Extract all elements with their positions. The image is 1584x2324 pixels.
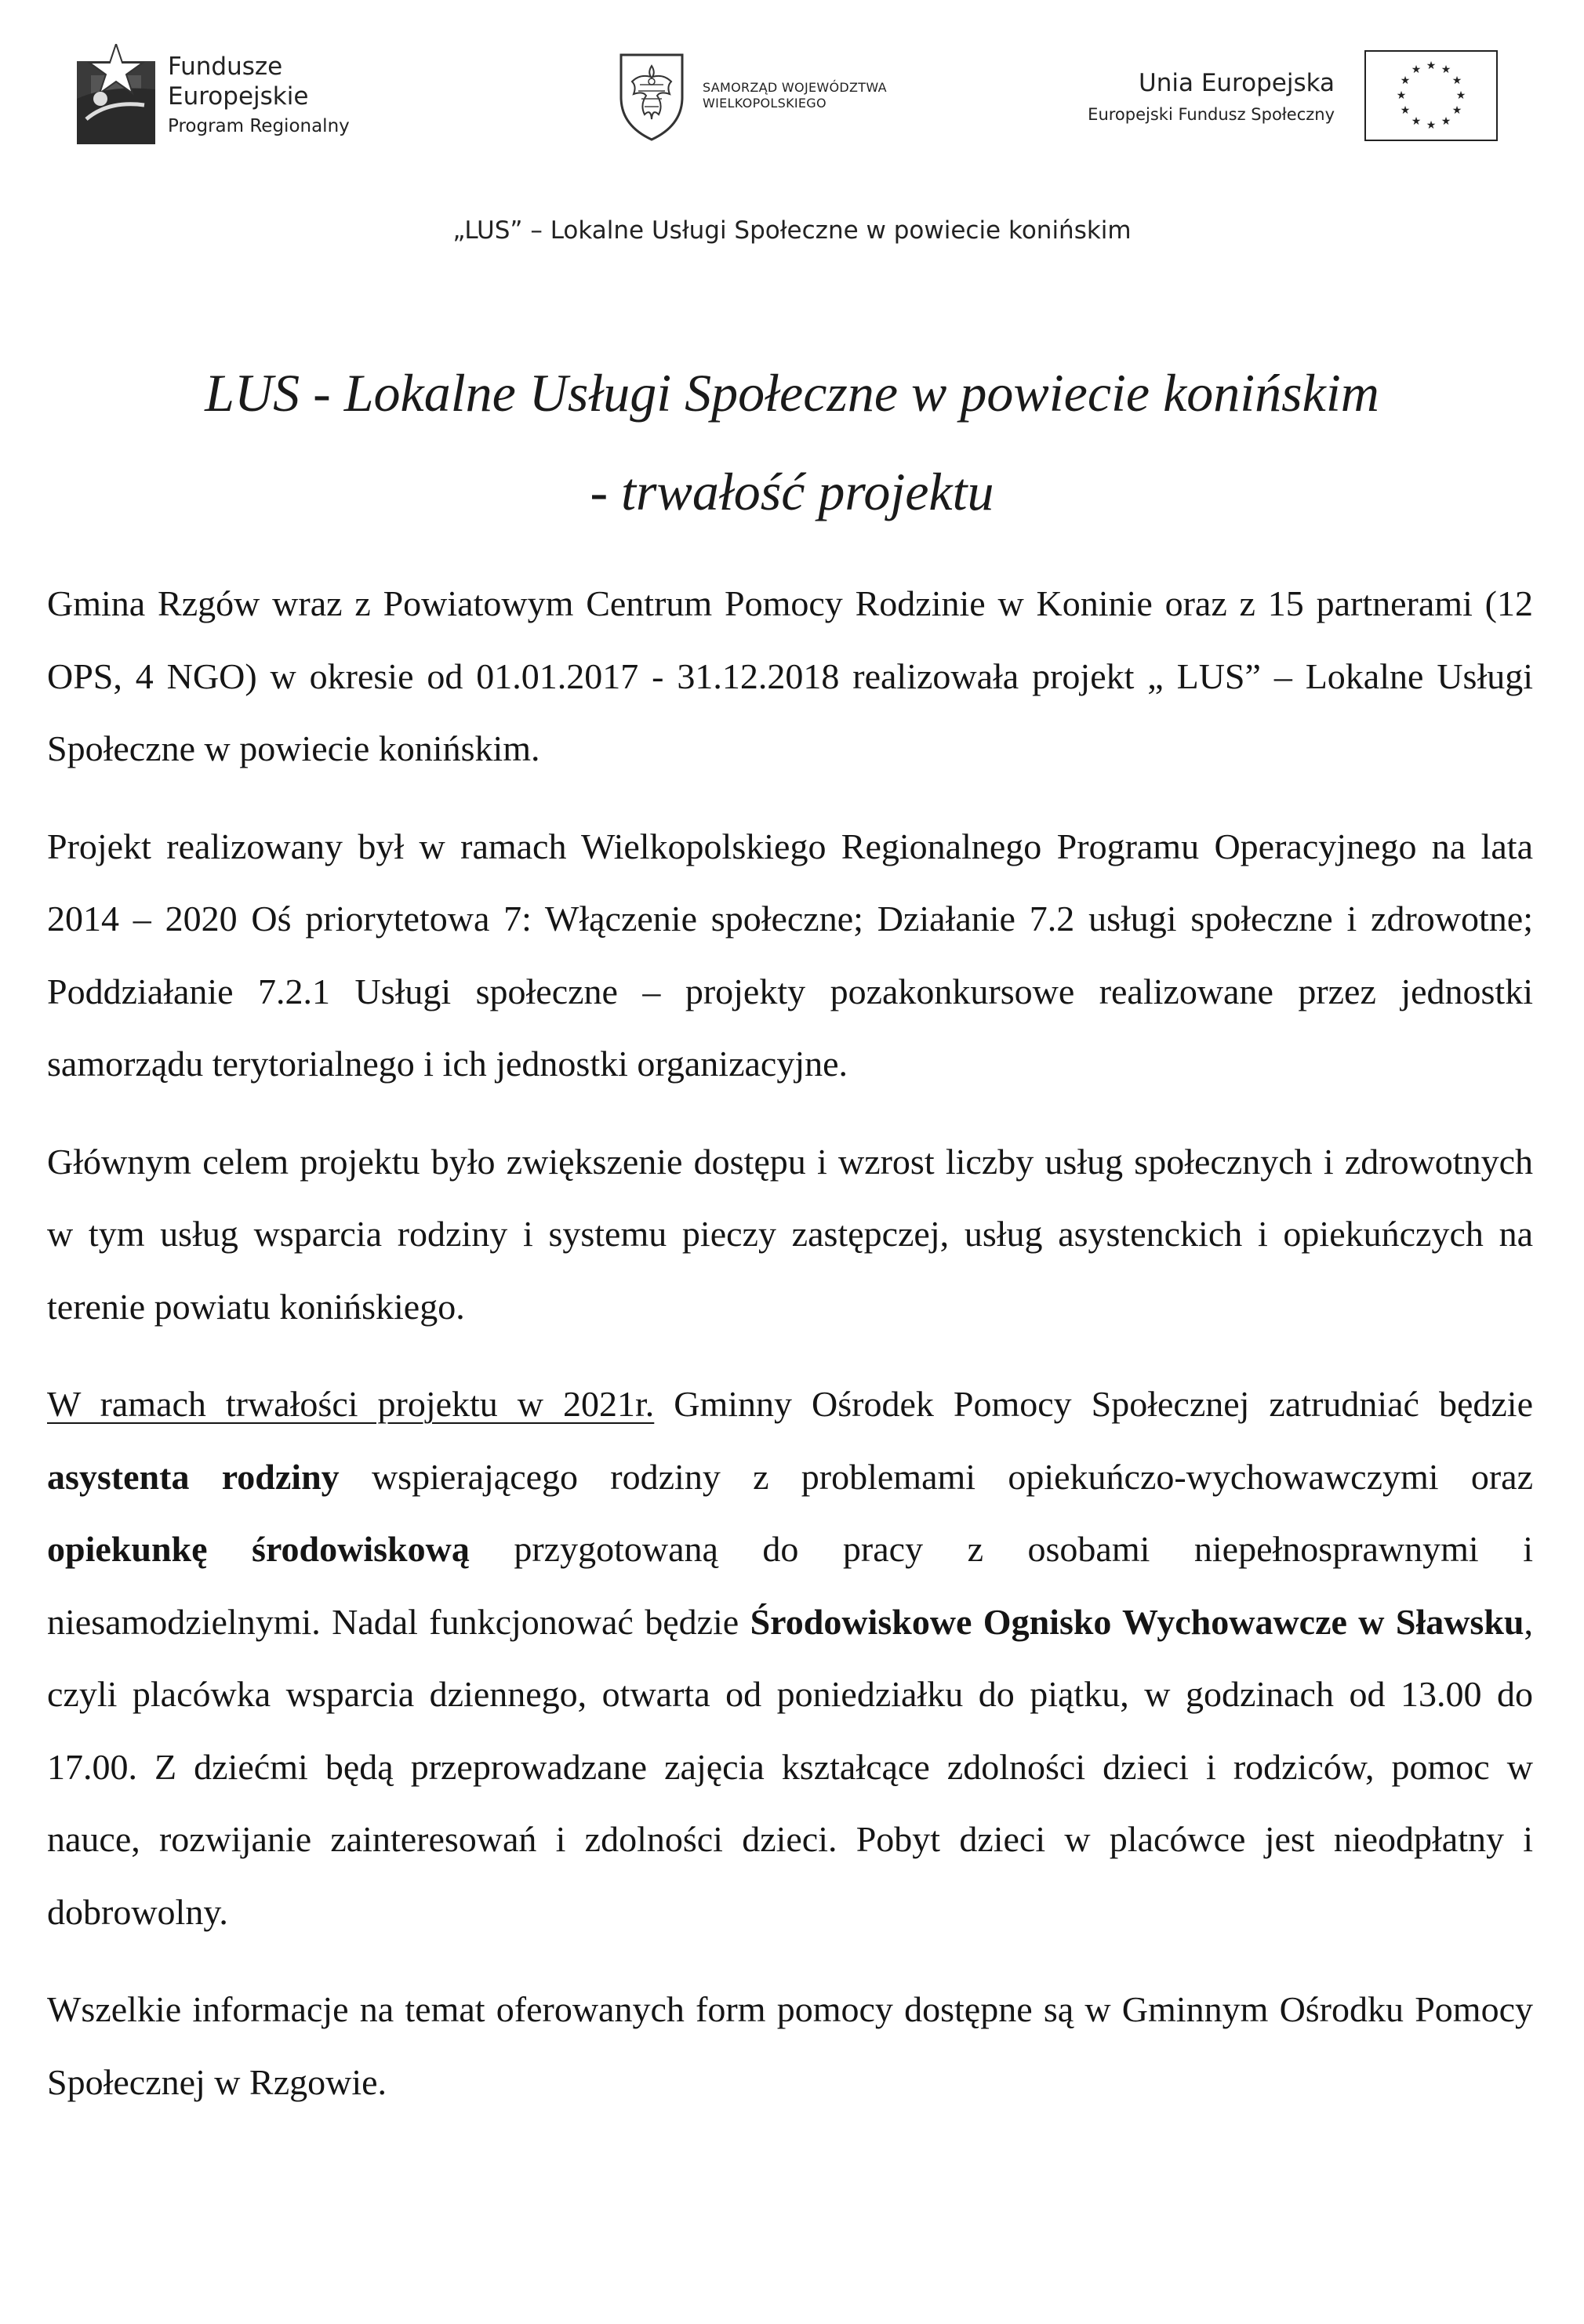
paragraph-5: Wszelkie informacje na temat oferowanych form pomocy dostępne są w Gminnym Ośrodku Pomocy Społecznej w Rzgowie.: [47, 1989, 1533, 2102]
paragraph-2: Projekt realizowany był w ramach Wielkopolskiego Regionalnego Programu Operacyjnego na lata 2014 – 2020 Oś priorytetowa 7: Włączenie społeczne; Działanie 7.2 usługi społeczne i zdrowotne; Poddziałanie 7.2.1 Usługi społeczne – projekty pozakonkursowe realizowane przez jednostki samorządu terytorialnego i ich jednostki organizacyjne.: [47, 826, 1533, 1084]
fundusze-europejskie-logo: [77, 44, 359, 154]
svg-text:★: ★: [1400, 104, 1411, 117]
svg-text:★: ★: [1396, 89, 1407, 102]
project-name-line: „LUS” – Lokalne Usługi Społeczne w powiecie konińskim: [452, 216, 1132, 245]
paragraph-4-text-3: przygotowaną do pracy z osobami niepełnosprawnymi i niesamodzielnymi. Nadal funkcjonować będzie: [47, 1529, 1534, 1642]
paragraph-4-bold-1: asystenta rodziny: [47, 1456, 340, 1497]
samorzad-line2: WIELKOPOLSKIEGO: [703, 96, 827, 111]
title-line2: - trwałość projektu: [590, 462, 994, 521]
svg-text:★: ★: [1426, 60, 1437, 72]
fundusze-line3: Program Regionalny: [168, 116, 350, 136]
unia-europejska-logo: [1043, 50, 1506, 152]
svg-text:★: ★: [1451, 104, 1462, 117]
paragraph-4-text-4: , czyli placówka wsparcia dziennego, otwarta od poniedziałku do piątku, w godzinach od 13.00 do 17.00. Z dziećmi będą przeprowadzane zajęcia kształcące zdolności dzieci i rodziców, pomoc w nauce, rozwijanie zainteresowań i zdolności dzieci. Pobyt dzieci w placówce jest nieodpłatny i dobrowolny.: [47, 1601, 1533, 1932]
paragraph-4: [47, 1368, 1533, 1948]
paragraph-4-bold-2: opiekunkę środowiskową: [47, 1529, 470, 1569]
title-line1: LUS - Lokalne Usługi Społeczne w powiecie konińskim: [205, 363, 1379, 423]
paragraph-4-text-2: wspierającego rodziny z problemami opiekuńczo-wychowawczymi oraz: [339, 1456, 1533, 1497]
svg-text:★: ★: [1455, 89, 1466, 102]
svg-text:★: ★: [1426, 119, 1437, 132]
fundusze-europejskie-star-icon: [77, 44, 155, 144]
svg-text:★: ★: [1411, 64, 1422, 76]
samorzad-line1: SAMORZĄD WOJEWÓDZTWA: [703, 80, 887, 95]
svg-text:★: ★: [1411, 115, 1422, 128]
paragraph-1: Gmina Rzgów wraz z Powiatowym Centrum Pomocy Rodzinie w Koninie oraz z 15 partnerami (12 OPS, 4 NGO) w okresie od 01.01.2017 - 31.12.2018 realizowała projekt „ LUS” – Lokalne Usługi Społeczne w powiecie konińskim.: [47, 583, 1533, 768]
paragraph-4-underlined: W ramach trwałości projektu w 2021r.: [47, 1384, 655, 1424]
unia-line2: Europejski Fundusz Społeczny: [1088, 105, 1335, 124]
paragraph-3: Głównym celem projektu było zwiększenie dostępu i wzrost liczby usług społecznych i zdrowotnych w tym usług wsparcia rodziny i systemu pieczy zastępczej, usług asystenckich i opiekuńczych na terenie powiatu konińskiego.: [47, 1141, 1533, 1327]
paragraph-4-text-1: Gminny Ośrodek Pomocy Społecznej zatrudniać będzie: [654, 1384, 1533, 1424]
fundusze-line2: Europejskie: [168, 82, 309, 111]
document-title: [0, 343, 1584, 541]
eagle-crest-icon: [616, 50, 687, 143]
eu-flag-icon: [1364, 50, 1498, 141]
svg-text:★: ★: [1451, 74, 1462, 87]
fundusze-line1: Fundusze: [168, 53, 283, 81]
svg-text:★: ★: [1400, 74, 1411, 87]
unia-line1: Unia Europejska: [1139, 69, 1335, 97]
svg-text:★: ★: [1440, 64, 1451, 76]
paragraph-4-bold-3: Środowiskowe Ognisko Wychowawcze w Sławsku: [750, 1601, 1524, 1642]
document-body: [47, 568, 1533, 2144]
svg-text:★: ★: [1440, 115, 1451, 128]
samorzad-logo: [616, 50, 946, 144]
